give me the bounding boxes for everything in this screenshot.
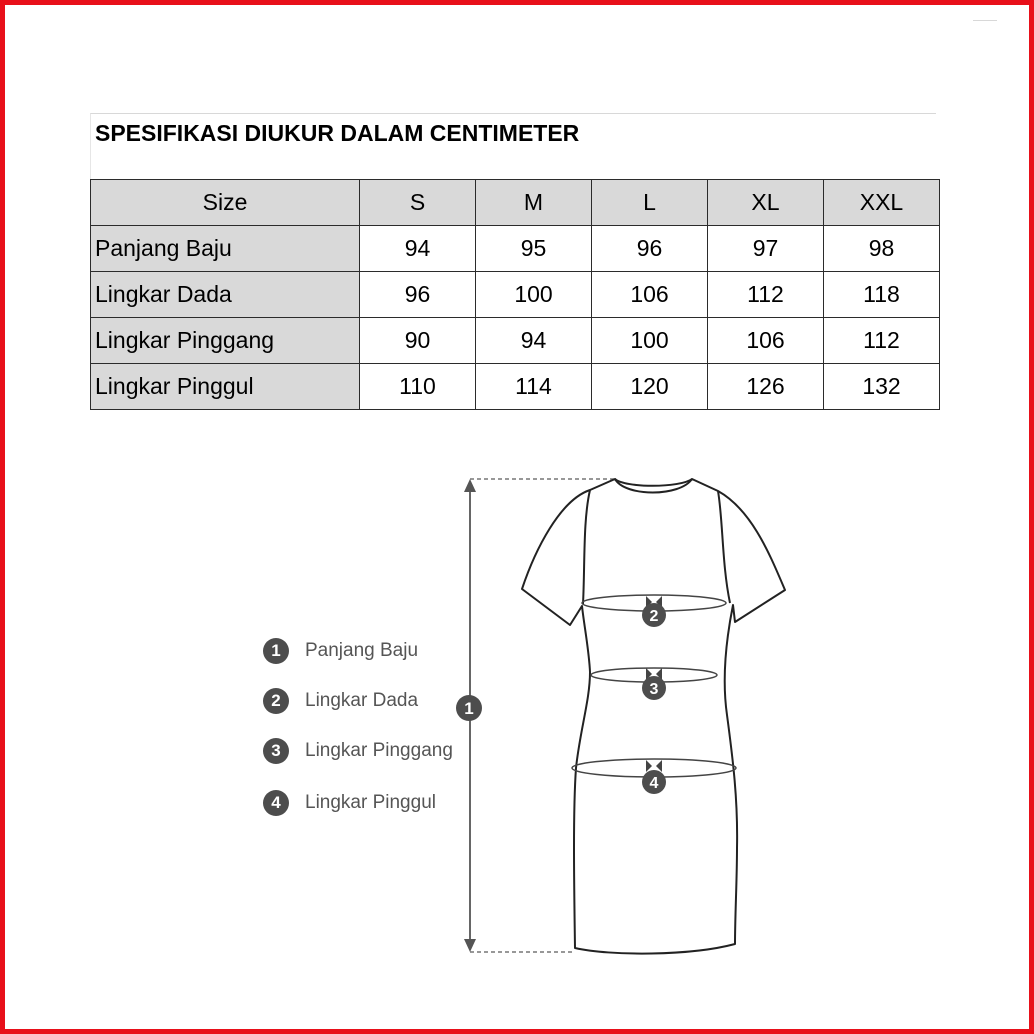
table-cell: 100 — [592, 318, 708, 364]
table-cell: 126 — [708, 364, 824, 410]
header-cell: S — [360, 180, 476, 226]
table-cell: 94 — [476, 318, 592, 364]
marker-label: 4 — [649, 775, 659, 792]
marker-3 — [642, 676, 666, 700]
page-title: SPESIFIKASI DIUKUR DALAM CENTIMETER — [95, 120, 580, 146]
legend-label: Panjang Baju — [305, 640, 419, 661]
marker-1 — [456, 695, 482, 721]
table-cell: 112 — [824, 318, 940, 364]
table-cell: 112 — [708, 272, 824, 318]
row-label: Lingkar Dada — [91, 272, 360, 318]
marker-2 — [642, 603, 666, 627]
header-cell: XL — [708, 180, 824, 226]
row-label: Panjang Baju — [91, 226, 360, 272]
header-cell: XXL — [824, 180, 940, 226]
table-cell: 110 — [360, 364, 476, 410]
row-label: Lingkar Pinggul — [91, 364, 360, 410]
table-cell: 90 — [360, 318, 476, 364]
table-cell: 106 — [708, 318, 824, 364]
legend-label: Lingkar Pinggang — [305, 740, 453, 761]
row-label: Lingkar Pinggang — [91, 318, 360, 364]
length-guide — [464, 479, 615, 952]
marker-badge: 1 — [263, 638, 289, 664]
table-cell: 118 — [824, 272, 940, 318]
table-cell: 94 — [360, 226, 476, 272]
header-cell: L — [592, 180, 708, 226]
table-cell: 97 — [708, 226, 824, 272]
header-cell: M — [476, 180, 592, 226]
marker-badge: 4 — [263, 790, 289, 816]
table-cell: 114 — [476, 364, 592, 410]
table-cell: 96 — [360, 272, 476, 318]
marker-badge: 2 — [263, 688, 289, 714]
marker-label: 1 — [464, 699, 474, 718]
marker-label: 2 — [649, 608, 659, 625]
marker-4 — [642, 770, 666, 794]
dress-outline — [522, 479, 785, 954]
table-cell: 95 — [476, 226, 592, 272]
table-cell: 132 — [824, 364, 940, 410]
table-cell: 106 — [592, 272, 708, 318]
table-cell: 98 — [824, 226, 940, 272]
legend-label: Lingkar Dada — [305, 690, 419, 711]
table-cell: 96 — [592, 226, 708, 272]
marker-badge: 3 — [263, 738, 289, 764]
marker-label: 3 — [649, 681, 659, 698]
header-cell: Size — [91, 180, 360, 226]
table-cell: 100 — [476, 272, 592, 318]
legend-label: Lingkar Pinggul — [305, 792, 436, 813]
table-cell: 120 — [592, 364, 708, 410]
